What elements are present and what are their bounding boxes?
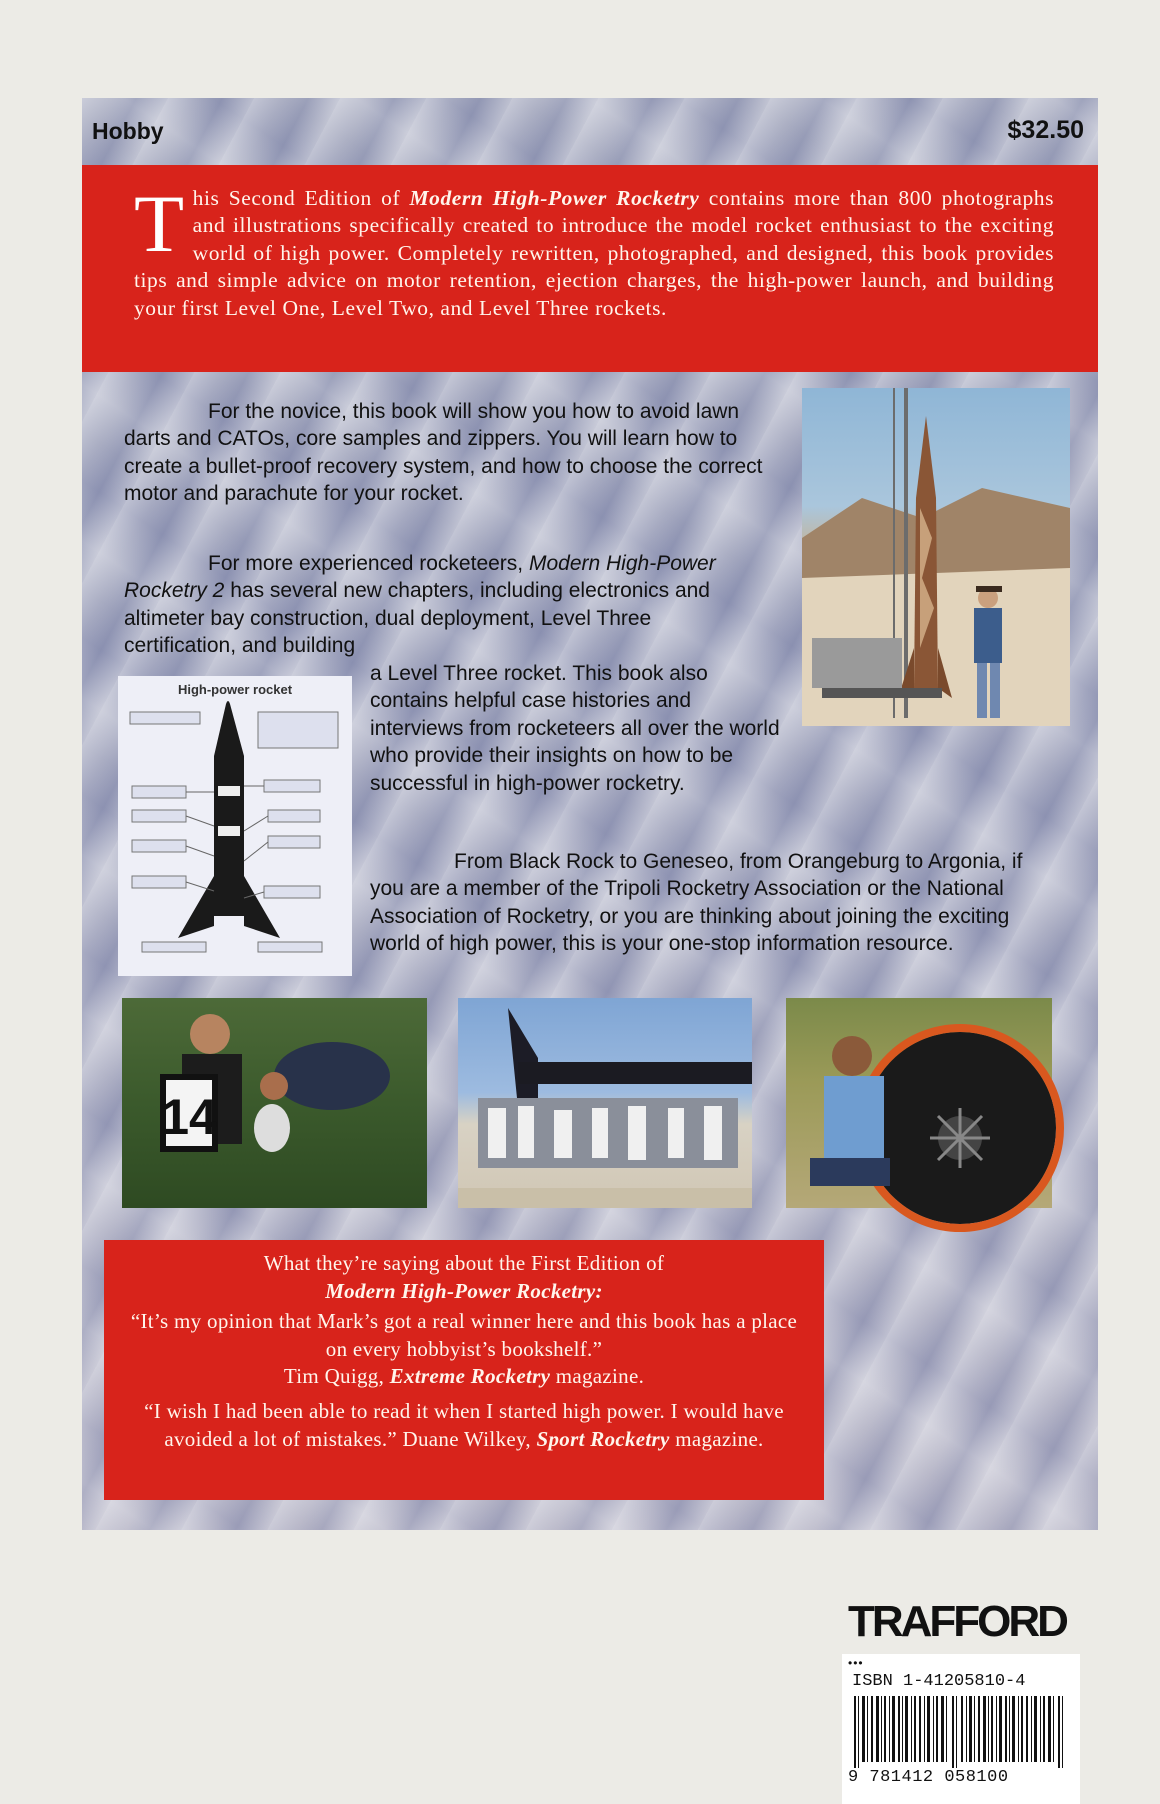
isbn-number: ISBN 1-41205810-4 — [852, 1672, 1026, 1691]
diagram-title: High-power rocket — [177, 682, 293, 697]
rocket-diagram — [118, 676, 352, 976]
reviews-heading: What they’re saying about the First Edition of Modern High-Power Rocketry: — [263, 1251, 665, 1303]
isbn-barcode-box — [842, 1654, 1080, 1804]
novice-paragraph: For the novice, this book will show you how to avoid lawn darts and CATOs, core samples and zippers. You will learn how to create a bullet-proof recovery system, and how to choose the correct motor and parachute for your rocket. — [124, 400, 763, 506]
book-title-2: Modern High-Power Rocketry 2 — [124, 552, 716, 603]
reviews-book-title: Modern High-Power Rocketry: — [325, 1278, 603, 1303]
photo-kids-with-dog — [122, 998, 427, 1208]
barcode-digits: 9 781412 058100 — [848, 1768, 1009, 1787]
barcode-icon — [848, 1696, 1074, 1768]
price-label: $32.50 — [1007, 116, 1084, 144]
book-title: Modern High-Power Rocketry — [409, 186, 700, 210]
review-quote-1: “It’s my opinion that Mark’s got a real winner here and this book has a place on every hobbyist’s bookshelf.” Tim Quigg, Extreme Rocketry magazine. — [130, 1309, 798, 1388]
experienced-paragraph: For more experienced rocketeers, Modern High-Power Rocketry 2 has several new chapters, including electronics and altimeter bay construction, dual deployment, Level Three certification, and building — [124, 552, 716, 658]
intro-text: This Second Edition of Modern High-Power Rocketry contains more than 800 photographs and illustrations specifically created to introduce the model rocket enthusiast to the exciting world of high power. Completely rewritten, photographed, and designed, this book provides tips and simple advice on motor retention, ejection charges, the high-power launch, and building your first Level One, Level Two, and Level Three rockets. — [134, 178, 1054, 320]
drop-cap: T — [134, 178, 185, 269]
dots-icon: ••• — [848, 1656, 864, 1670]
community-paragraph: From Black Rock to Geneseo, from Orangeburg to Argonia, if you are a member of the Tripoli Rocketry Association or the National Association of Rocketry, or you are thinking about joining the exciting world of high power, this is your one-stop information resource. — [370, 850, 1023, 956]
photo-man-with-parachute — [786, 998, 1052, 1208]
intro-panel — [82, 165, 1098, 372]
publisher-logo: TRAFFORD — [848, 1597, 1066, 1646]
publication-extreme-rocketry: Extreme Rocketry — [389, 1364, 551, 1388]
reviews-panel — [104, 1240, 824, 1500]
genre-label: Hobby — [92, 118, 164, 144]
photo-group-lifting-rocket — [458, 998, 752, 1208]
review-quote-2: “I wish I had been able to read it when I started high power. I would have avoided a lot of mistakes.” Duane Wilkey, Sport Rocketry magazine. — [144, 1399, 784, 1451]
publication-sport-rocketry: Sport Rocketry — [536, 1426, 670, 1451]
race-number: 14 — [161, 1089, 217, 1145]
book-back-cover — [82, 98, 1098, 1787]
level-three-paragraph: a Level Three rocket. This book also contains helpful case histories and interviews from rocketeers all over the world who provide their insights on how to be successful in high-power rocketry. — [370, 662, 780, 795]
rocket-launch-photo — [802, 388, 1070, 726]
